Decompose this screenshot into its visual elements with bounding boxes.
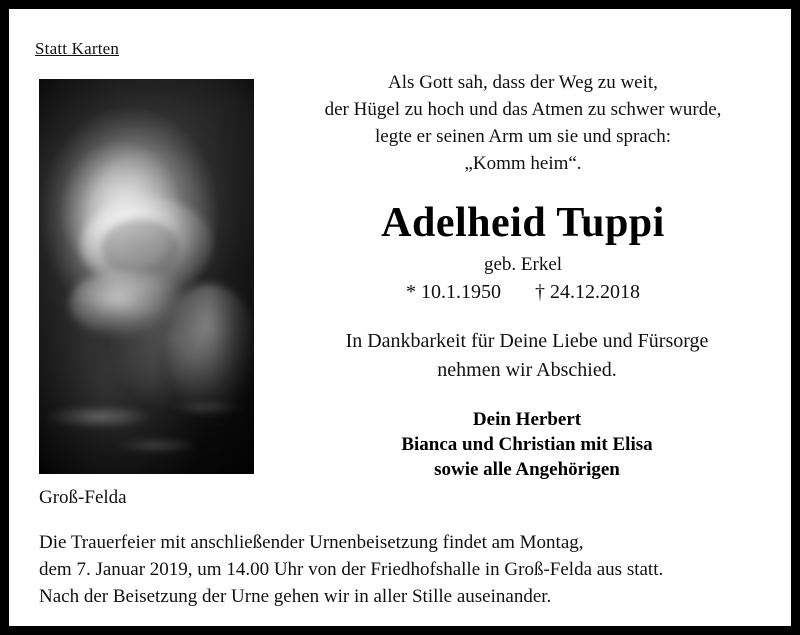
place-label: Groß-Felda — [39, 487, 127, 508]
family-line-3: sowie alle Angehörigen — [434, 459, 620, 480]
family-block — [277, 407, 777, 482]
statt-karten-label: Statt Karten — [35, 39, 120, 58]
deceased-name: Adelheid Tuppi — [381, 200, 665, 246]
verse-line-2: der Hügel zu hoch und das Atmen zu schwer wurde, — [324, 99, 722, 120]
family-line-2: Bianca und Christian mit Elisa — [401, 434, 653, 455]
photo-vignette — [39, 79, 254, 474]
rose-photo — [39, 79, 254, 474]
gratitude-block — [277, 327, 777, 385]
ceremony-line-1: Die Trauerfeier mit anschließender Urnenbeisetzung findet am Montag, — [39, 532, 584, 553]
notice-inner — [9, 9, 791, 626]
death-date: † 24.12.2018 — [535, 281, 640, 303]
family-line-1: Dein Herbert — [472, 409, 582, 430]
gratitude-line-2: nehmen wir Abschied. — [437, 359, 617, 381]
verse-line-3: legte er seinen Arm um sie und sprach: — [374, 126, 671, 147]
verse-line-4: „Komm heim“. — [464, 153, 582, 174]
ceremony-block — [39, 529, 777, 610]
verse-block — [267, 69, 779, 177]
ceremony-line-3: Nach der Beisetzung der Urne gehen wir in aller Stille auseinander. — [39, 586, 552, 607]
maiden-name: geb. Erkel — [483, 254, 563, 275]
birth-date: * 10.1.1950 — [406, 281, 501, 303]
ceremony-line-2: dem 7. Januar 2019, um 14.00 Uhr von der Friedhofshalle in Groß-Felda aus statt. — [39, 559, 664, 580]
rose-photo-image — [39, 79, 254, 474]
gratitude-line-1: In Dankbarkeit für Deine Liebe und Fürsorge — [345, 330, 709, 352]
verse-line-1: Als Gott sah, dass der Weg zu weit, — [388, 72, 658, 93]
life-dates — [267, 281, 779, 304]
